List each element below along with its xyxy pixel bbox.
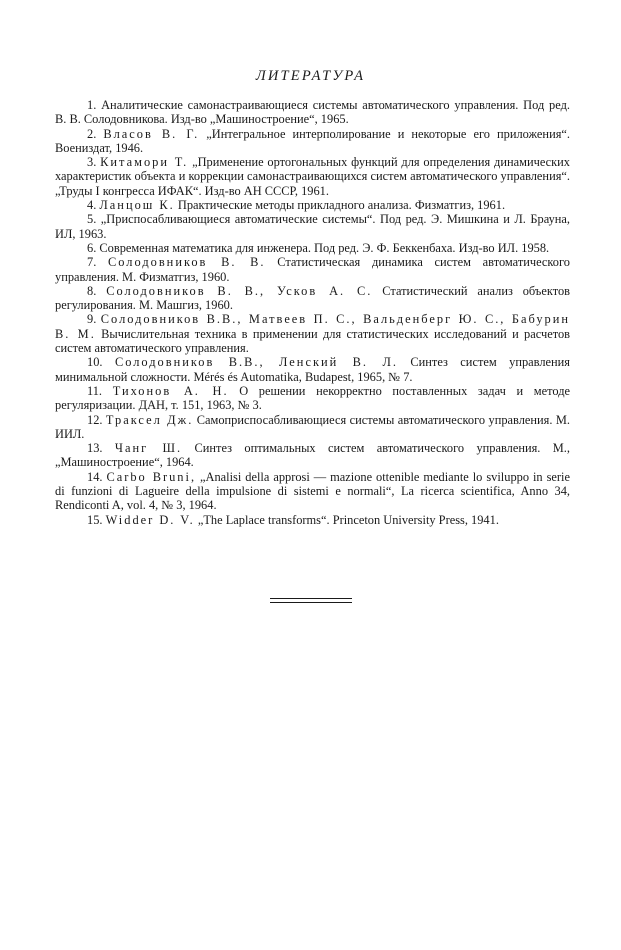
- reference-text: „The Laplace transforms“. Princeton University Press, 1941.: [197, 512, 499, 527]
- reference-number: 12.: [87, 412, 103, 427]
- reference-item: [55, 355, 570, 384]
- reference-item: [55, 155, 570, 198]
- reference-item: [55, 384, 570, 413]
- reference-text: Синтез оптимальных систем автоматического управления. М., „Машиностроение“, 1964.: [55, 441, 570, 470]
- reference-text: Аналитические самонастраивающиеся системы автоматического управления. Под ред. В. В. Солодовникова. Изд-во „Машиностроение“, 1965.: [55, 98, 570, 127]
- reference-item: [55, 127, 570, 156]
- reference-number: 13.: [87, 441, 103, 456]
- reference-number: 8.: [87, 283, 97, 298]
- reference-text: „Analisi della approsi — mazione ottenible mediante lo sviluppo in serie di funzioni di Lagueire della impulsione di sistemi e normali“, La ricerca scientifica, Anno 34, Rendiconti A, vol. 4, № 3, 1964.: [55, 469, 570, 513]
- reference-author: Солодовников В. В.: [108, 255, 266, 270]
- reference-item: [55, 98, 570, 127]
- reference-item: [55, 255, 570, 284]
- reference-item: [55, 513, 570, 527]
- reference-text: Самоприспосабливающиеся системы автоматического управления. М. ИИЛ.: [55, 412, 570, 441]
- page-title: ЛИТЕРАТУРА: [255, 68, 366, 84]
- reference-item: [55, 198, 570, 212]
- reference-number: 3.: [87, 155, 97, 170]
- reference-author: Траксел Дж.: [105, 412, 194, 427]
- reference-item: [55, 241, 570, 255]
- reference-text: „Приспосабливающиеся автоматические системы“. Под ред. Э. Мишкина и Л. Брауна, ИЛ, 1963.: [55, 212, 570, 241]
- reference-author: Власов В. Г.: [103, 126, 200, 141]
- reference-author: Солодовников В.В., Матвеев П. С., Вальденберг Ю. С., Бабурин В. М.: [55, 312, 570, 341]
- reference-text: Вычислительная техника в применении для статистических исследований и расчетов систем автоматического управления.: [55, 326, 571, 356]
- reference-item: [55, 470, 570, 513]
- reference-number: 2.: [87, 126, 97, 141]
- reference-number: 11.: [87, 383, 103, 398]
- reference-number: 7.: [87, 255, 97, 270]
- reference-author: Китамори Т.: [100, 155, 189, 170]
- reference-item: [55, 441, 570, 470]
- reference-number: 1.: [87, 98, 97, 112]
- reference-text: „Интегральное интерполирование и некоторые его приложения“. Воениздат, 1946.: [55, 126, 570, 155]
- reference-author: Ланцош К.: [99, 198, 175, 213]
- reference-author: Carbo Bruni,: [106, 469, 197, 484]
- reference-number: 5.: [87, 212, 97, 227]
- reference-author: Widder D. V.: [105, 512, 195, 527]
- reference-number: 9.: [87, 312, 97, 327]
- reference-text: О решении некорректно поставленных задач и методе регуляризации. ДАН, т. 151, 1963, № 3.: [55, 383, 570, 413]
- reference-item: [55, 212, 570, 241]
- reference-author: Чанг Ш.: [114, 441, 183, 456]
- reference-number: 10.: [87, 355, 103, 370]
- reference-text: Статистическая динамика систем автоматического управления. М. Физматгиз, 1960.: [55, 255, 570, 284]
- reference-text: „Применение ортогональных функций для определения динамических характеристик объекта и коррекции самонастраивающихся систем автоматического управления“. „Труды I конгресса ИФАК“. Изд-во АН СССР, 1961.: [55, 155, 570, 198]
- end-rule-top: [270, 598, 352, 599]
- reference-number: 6.: [87, 240, 97, 255]
- reference-text: Практические методы прикладного анализа. Физматгиз, 1961.: [177, 198, 506, 213]
- reference-list: [55, 98, 570, 527]
- reference-text: Современная математика для инженера. Под ред. Э. Ф. Беккенбаха. Изд-во ИЛ. 1958.: [99, 240, 550, 255]
- reference-number: 4.: [87, 198, 97, 213]
- reference-number: 15.: [87, 512, 103, 527]
- reference-item: [55, 312, 570, 355]
- reference-text: Синтез систем управления минимальной сложности. Mérés és Automatika, Budapest, 1965, № 7.: [55, 355, 570, 384]
- reference-number: 14.: [87, 469, 103, 484]
- end-rule-bottom: [270, 602, 352, 603]
- reference-item: [55, 284, 570, 313]
- reference-author: Солодовников В.В., Ленский В. Л.: [114, 355, 398, 370]
- reference-item: [55, 413, 570, 442]
- reference-author: Тихонов А. Н.: [112, 383, 229, 398]
- reference-text: Статистический анализ объектов регулирования. М. Машгиз, 1960.: [55, 283, 570, 313]
- reference-author: Солодовников В. В., Усков А. С.: [106, 283, 373, 298]
